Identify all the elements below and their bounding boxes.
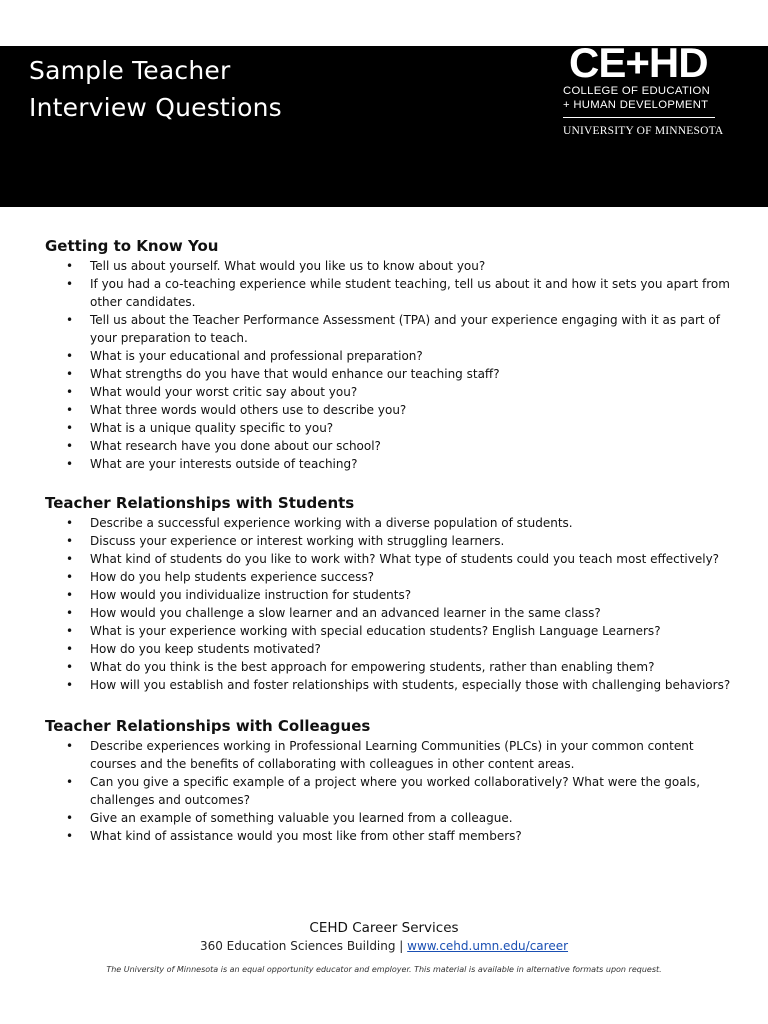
question-text: If you had a co-teaching experience while student teaching, tell us about it and how it sets you apart from other candidates. — [90, 277, 730, 309]
bullet-icon: • — [66, 349, 74, 363]
question-text: Give an example of something valuable you learned from a colleague. — [90, 811, 513, 825]
bullet-icon: • — [66, 277, 74, 291]
bullet-icon: • — [66, 829, 74, 843]
list-item — [0, 383, 768, 401]
footer-disclaimer: The University of Minnesota is an equal opportunity educator and employer. This material is available in alternative formats upon request. — [106, 965, 662, 974]
question-text: What kind of students do you like to work with? What type of students could you teach most effectively? — [90, 552, 720, 566]
logo-mark: CE+HD — [569, 39, 708, 86]
question-text: How do you keep students motivated? — [90, 642, 321, 656]
section-getting-to-know-you — [0, 236, 768, 473]
list-item — [0, 737, 768, 773]
bullet-icon: • — [66, 313, 74, 327]
section-heading: Getting to Know You — [45, 237, 219, 255]
list-item — [0, 365, 768, 383]
question-list — [0, 514, 768, 694]
question-text: What would your worst critic say about you? — [90, 385, 358, 399]
question-text: What is your experience working with special education students? English Language Learners? — [90, 624, 661, 638]
list-item — [0, 257, 768, 275]
bullet-icon: • — [66, 624, 74, 638]
question-text: Tell us about yourself. What would you like us to know about you? — [90, 259, 486, 273]
bullet-icon: • — [66, 385, 74, 399]
bullet-icon: • — [66, 439, 74, 453]
question-text: What is a unique quality specific to you? — [90, 421, 334, 435]
question-text: Describe experiences working in Professional Learning Communities (PLCs) in your common content courses and the benefits of collaborating with colleagues in other content areas. — [90, 739, 694, 771]
question-text: How would you individualize instruction for students? — [90, 588, 412, 602]
question-text: Describe a successful experience working with a diverse population of students. — [90, 516, 573, 530]
footer-title: CEHD Career Services — [309, 920, 459, 936]
bullet-icon: • — [66, 421, 74, 435]
logo-divider — [563, 117, 715, 118]
list-item — [0, 311, 768, 347]
section-heading: Teacher Relationships with Colleagues — [45, 717, 371, 735]
footer — [0, 918, 768, 975]
list-item — [0, 640, 768, 658]
list-item — [0, 275, 768, 311]
question-text: What do you think is the best approach for empowering students, rather than enabling them? — [90, 660, 655, 674]
list-item — [0, 568, 768, 586]
question-text: What is your educational and professional preparation? — [90, 349, 423, 363]
list-item — [0, 347, 768, 365]
list-item — [0, 419, 768, 437]
question-text: How will you establish and foster relationships with students, especially those with challenging behaviors? — [90, 678, 731, 692]
list-item — [0, 586, 768, 604]
bullet-icon: • — [66, 457, 74, 471]
logo-college-line: COLLEGE OF EDUCATION — [563, 85, 711, 97]
question-text: How would you challenge a slow learner and an advanced learner in the same class? — [90, 606, 601, 620]
cehd-logo — [563, 39, 724, 138]
bullet-icon: • — [66, 606, 74, 620]
bullet-icon: • — [66, 678, 74, 692]
list-item — [0, 604, 768, 622]
question-text: What kind of assistance would you most like from other staff members? — [90, 829, 522, 843]
footer-contact — [0, 938, 768, 955]
list-item — [0, 455, 768, 473]
bullet-icon: • — [66, 552, 74, 566]
bullet-icon: • — [66, 570, 74, 584]
bullet-icon: • — [66, 811, 74, 825]
question-text: Tell us about the Teacher Performance Assessment (TPA) and your experience engaging with it as part of your preparation to teach. — [90, 313, 720, 345]
list-item — [0, 401, 768, 419]
bullet-icon: • — [66, 642, 74, 656]
list-item — [0, 622, 768, 640]
question-text: Can you give a specific example of a project where you worked collaboratively? What were the goals, challenges and outcomes? — [90, 775, 701, 807]
bullet-icon: • — [66, 775, 74, 789]
bullet-icon: • — [66, 534, 74, 548]
footer-address: 360 Education Sciences Building | — [199, 939, 408, 953]
bullet-icon: • — [66, 660, 74, 674]
list-item — [0, 437, 768, 455]
list-item — [0, 532, 768, 550]
logo-human-development-line: + HUMAN DEVELOPMENT — [563, 99, 709, 111]
question-list — [0, 257, 768, 473]
list-item — [0, 773, 768, 809]
question-text: What strengths do you have that would enhance our teaching staff? — [90, 367, 500, 381]
bullet-icon: • — [66, 259, 74, 273]
section-heading: Teacher Relationships with Students — [45, 494, 355, 512]
question-text: What research have you done about our school? — [90, 439, 381, 453]
list-item — [0, 809, 768, 827]
list-item — [0, 827, 768, 845]
question-list — [0, 737, 768, 845]
bullet-icon: • — [66, 403, 74, 417]
bullet-icon: • — [66, 516, 74, 530]
bullet-icon: • — [66, 367, 74, 381]
question-text: How do you help students experience success? — [90, 570, 374, 584]
bullet-icon: • — [66, 739, 74, 753]
section-colleagues — [0, 716, 768, 845]
career-services-link[interactable]: www.cehd.umn.edu/career — [407, 939, 569, 953]
list-item — [0, 550, 768, 568]
page-title-line-1: Sample Teacher — [29, 56, 231, 85]
page-title — [29, 52, 282, 126]
question-content — [0, 236, 768, 845]
list-item — [0, 658, 768, 676]
section-students — [0, 493, 768, 694]
question-text: What three words would others use to describe you? — [90, 403, 407, 417]
page-title-line-2: Interview Questions — [29, 93, 282, 122]
bullet-icon: • — [66, 588, 74, 602]
list-item — [0, 676, 768, 694]
question-text: What are your interests outside of teaching? — [90, 457, 358, 471]
logo-university: UNIVERSITY OF MINNESOTA — [563, 125, 724, 137]
question-text: Discuss your experience or interest working with struggling learners. — [90, 534, 505, 548]
list-item — [0, 514, 768, 532]
